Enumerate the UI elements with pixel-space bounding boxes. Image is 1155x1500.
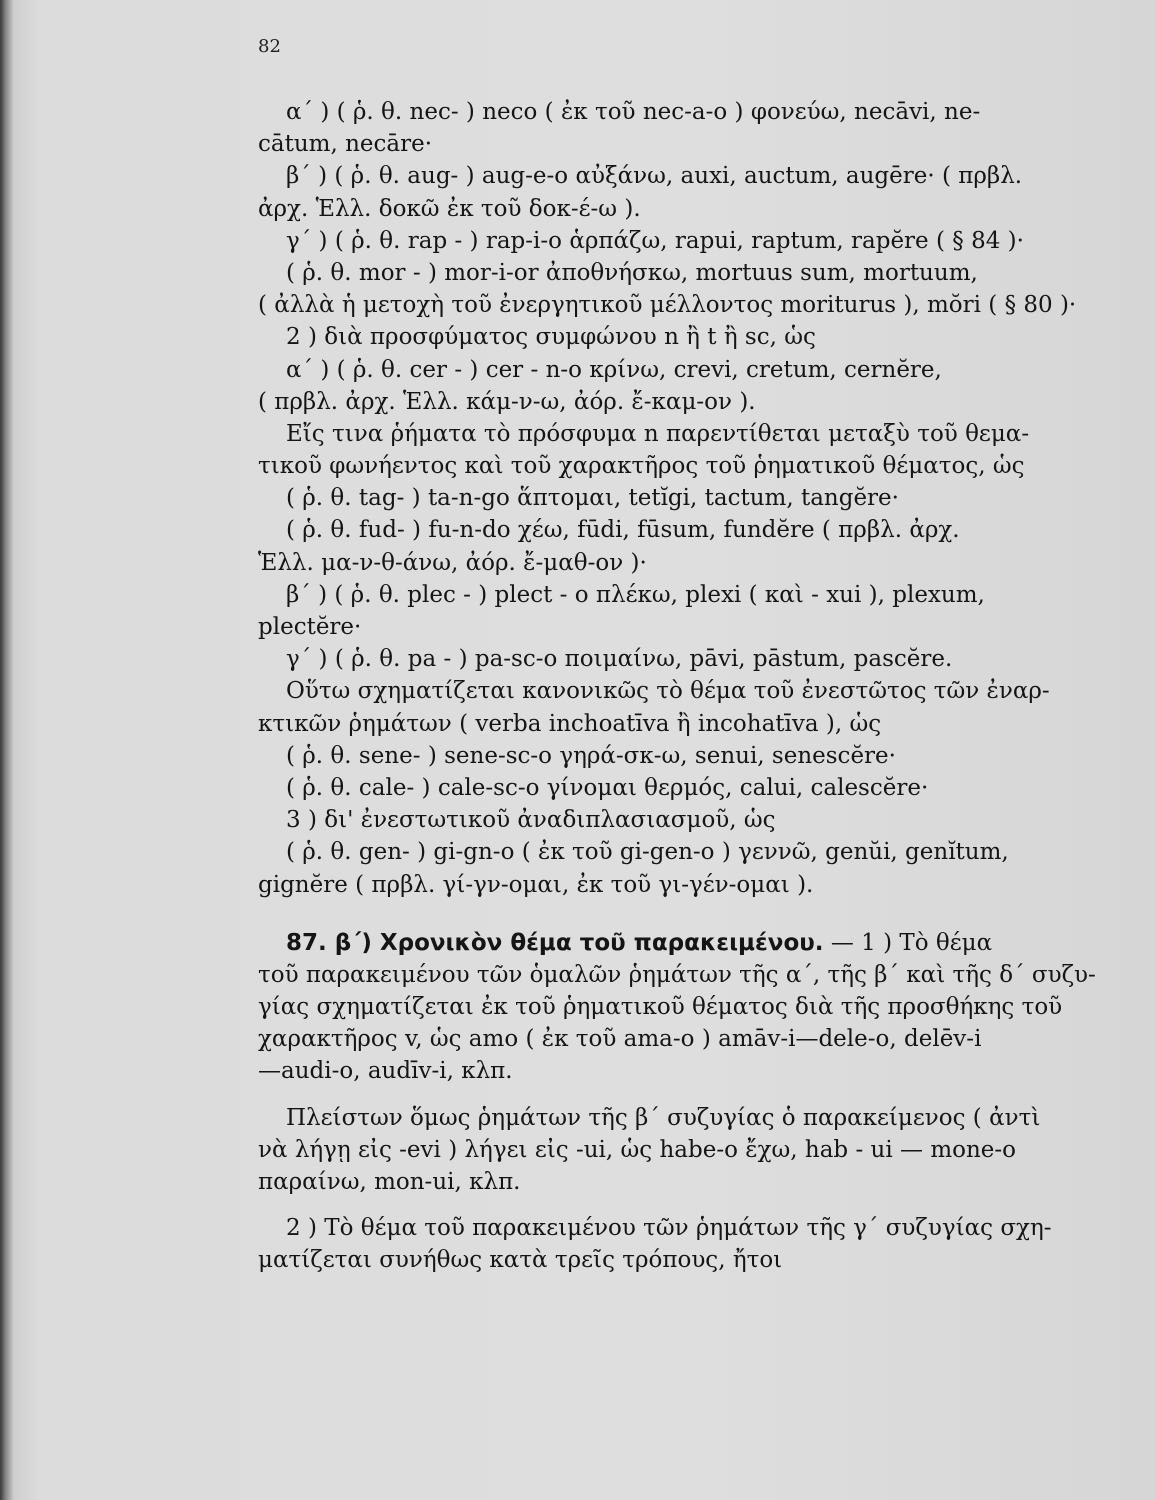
text-line: gignĕre ( πρβλ. γί-γν-ομαι, ἐκ τοῦ γι-γέν-ομαι ). [258, 871, 814, 898]
text-line: ματίζεται συνήθως κατὰ τρεῖς τρόπους, ἤτοι [258, 1247, 783, 1274]
paragraph-3 [258, 1212, 1078, 1276]
body-text [258, 96, 1096, 1277]
section-87-paragraph [258, 959, 1096, 1088]
text-line: τοῦ παρακειμένου τῶν ὁμαλῶν ῥημάτων τῆς α΄, τῆς β΄ καὶ τῆς δ΄ συζυ- [258, 961, 1096, 988]
page-number: 82 [258, 36, 281, 57]
main-paragraphs [258, 96, 1078, 901]
text-line: α΄ ) ( ῥ. θ. cer - ) cer - n-o κρίνω, crevi, cretum, cernĕre, [286, 356, 942, 383]
text-line: 2 ) Τὸ θέμα τοῦ παρακειμένου τῶν ῥημάτων τῆς γ΄ συζυγίας σχη- [286, 1215, 1052, 1242]
paragraph-2 [258, 1102, 1078, 1199]
text-line: 2 ) διὰ προσφύματος συμφώνου n ἢ t ἢ sc, ὡς [286, 324, 816, 351]
text-line: α΄ ) ( ῥ. θ. nec- ) neco ( ἐκ τοῦ nec-a-o ) φονεύω, necāvi, ne- [286, 99, 981, 125]
text-line: plectĕre· [258, 614, 362, 640]
text-line: ( ῥ. θ. cale- ) cale-sc-o γίνομαι θερμός, calui, calescĕre· [286, 774, 929, 801]
text-line: ( ῥ. θ. sene- ) sene-sc-o γηρά-σκ-ω, senui, senescĕre· [286, 742, 896, 769]
section-87-heading-rest: — 1 ) Τὸ θέμα [823, 929, 993, 956]
text-line: ( ῥ. θ. tag- ) ta-n-go ἅπτομαι, tetĭgi, tactum, tangĕre· [286, 485, 899, 512]
text-line: νὰ λήγῃ εἰς -evi ) λήγει εἰς -ui, ὡς habe-o ἔχω, hab - ui — mone-o [258, 1136, 1017, 1163]
text-line: χαρακτῆρος v, ὡς amo ( ἐκ τοῦ ama-o ) amāv-i—dele-o, delēv-i [258, 1026, 982, 1053]
text-line: ( πρβλ. ἀρχ. Ἑλλ. κάμ-ν-ω, ἀόρ. ἔ-καμ-ον ). [258, 388, 756, 415]
text-line: γ΄ ) ( ῥ. θ. rap - ) rap-i-o ἁρπάζω, rapui, raptum, rapĕre ( § 84 )· [286, 227, 1024, 254]
section-87-heading: 87. β΄) Χρονικὸν θέμα τοῦ παρακειμένου. [286, 929, 824, 956]
text-line: Ἑλλ. μα-ν-θ-άνω, ἀόρ. ἔ-μαθ-ον )· [258, 549, 647, 576]
paragraph-gap [258, 1198, 1078, 1212]
paragraph-gap [258, 1088, 1078, 1102]
text-line: Οὕτω σχηματίζεται κανονικῶς τὸ θέμα τοῦ ἐνεστῶτος τῶν ἐναρ- [286, 678, 1050, 705]
text-line: τικοῦ φωνήεντος καὶ τοῦ χαρακτῆρος τοῦ ῥηματικοῦ θέματος, ὡς [258, 453, 1025, 480]
text-line: β΄ ) ( ῥ. θ. aug- ) aug-e-o αὐξάνω, auxi, auctum, augēre· ( πρβλ. [286, 163, 1023, 190]
text-line: β΄ ) ( ῥ. θ. plec - ) plect - o πλέκω, plexi ( καὶ - xui ), plexum, [286, 581, 985, 608]
text-line: —audi-o, audīv-i, κλπ. [258, 1058, 513, 1085]
section-gap [258, 901, 1078, 927]
text-line: παραίνω, mon-ui, κλπ. [258, 1169, 521, 1195]
section-87-heading-line [258, 927, 1078, 959]
text-line: ἀρχ. Ἑλλ. δοκῶ ἐκ τοῦ δοκ-έ-ω ). [258, 195, 641, 222]
text-line: Εἴς τινα ῥήματα τὸ πρόσφυμα n παρεντίθεται μεταξὺ τοῦ θεμα- [286, 420, 1030, 447]
text-line: ( ῥ. θ. mor - ) mor-i-or ἀποθνήσκω, mortuus sum, mortuum, [286, 259, 978, 286]
text-line: κτικῶν ῥημάτων ( verba inchoatīva ἢ incohatīva ), ὡς [258, 710, 882, 737]
text-line: γίας σχηματίζεται ἐκ τοῦ ῥηματικοῦ θέματος διὰ τῆς προσθήκης τοῦ [258, 994, 1063, 1021]
text-line: ( ῥ. θ. gen- ) gi-gn-o ( ἐκ τοῦ gi-gen-o ) γεννῶ, genŭi, genĭtum, [286, 839, 1009, 866]
text-line: ( ῥ. θ. fud- ) fu-n-do χέω, fūdi, fūsum, fundĕre ( πρβλ. ἀρχ. [286, 517, 960, 544]
text-line: cātum, necāre· [258, 131, 433, 158]
text-line: Πλείστων ὅμως ῥημάτων τῆς β΄ συζυγίας ὁ παρακείμενος ( ἀντὶ [286, 1104, 1041, 1131]
text-line: ( ἀλλὰ ἡ μετοχὴ τοῦ ἐνεργητικοῦ μέλλοντος moriturus ), mŏri ( § 80 )· [258, 292, 1077, 319]
text-line: γ΄ ) ( ῥ. θ. pa - ) pa-sc-o ποιμαίνω, pāvi, pāstum, pascĕre. [286, 646, 953, 673]
text-line: 3 ) δι' ἐνεστωτικοῦ ἀναδιπλασιασμοῦ, ὡς [286, 807, 776, 834]
